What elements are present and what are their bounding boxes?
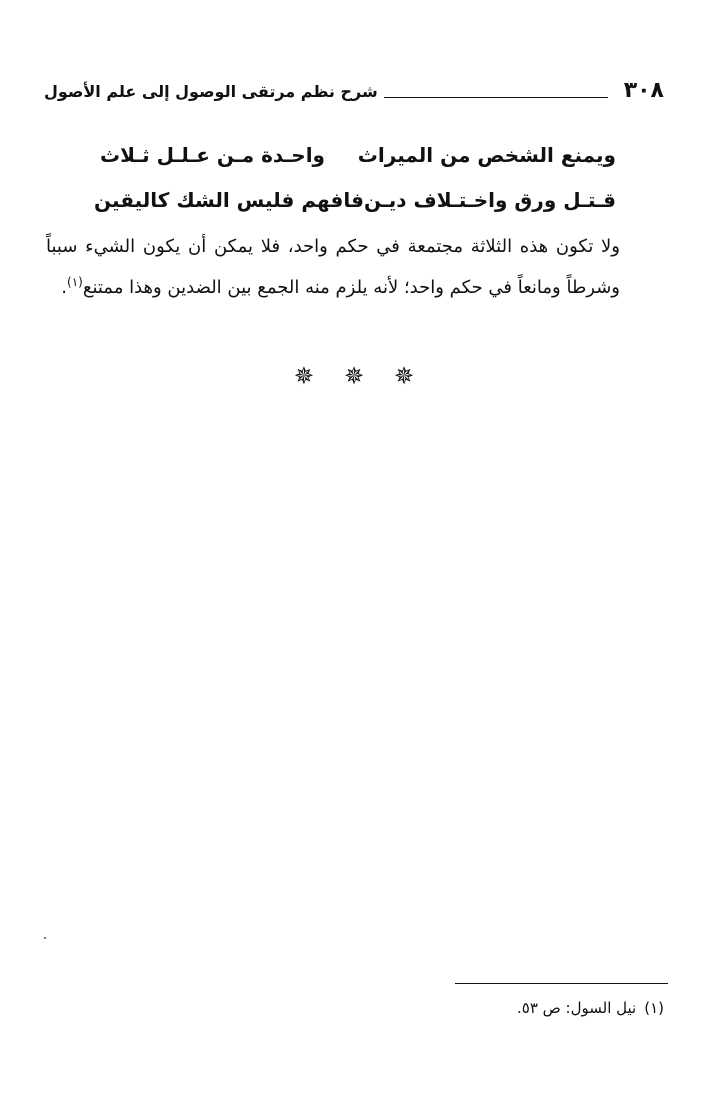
verse-second-hemistich: واحـدة مـن عـلـل ثـلاث — [100, 143, 325, 167]
running-header — [44, 70, 664, 104]
header-rule — [384, 96, 608, 98]
footnote-number: (١) — [644, 999, 664, 1017]
footnote-text: نيل السول: ص ٥٣. — [516, 999, 637, 1017]
stray-dot — [44, 937, 46, 939]
footnote — [517, 996, 664, 1020]
footnote-rule — [455, 983, 668, 984]
running-title: شرح نظم مرتقى الوصول إلى علم الأصول — [44, 82, 378, 101]
verse-first-hemistich: قـتـل ورق واخـتـلاف ديـن — [363, 188, 616, 212]
page-number: ٣٠٨ — [623, 78, 664, 103]
paragraph-end: . — [61, 277, 68, 298]
ornament-star-icon: ✵ — [394, 362, 415, 390]
commentary-paragraph — [46, 226, 620, 308]
footnote-reference: (١) — [67, 275, 83, 289]
verse-first-hemistich: ويمنع الشخص من الميراث — [357, 143, 616, 167]
verse-line — [100, 140, 616, 170]
verse-second-hemistich: فافهم فليس الشك كاليقين — [94, 188, 364, 212]
section-divider — [0, 362, 708, 390]
verse-line — [94, 185, 616, 215]
ornament-star-icon: ✵ — [293, 362, 314, 390]
paragraph-text: ولا تكون هذه الثلاثة مجتمعة في حكم واحد، فلا يمكن أن يكون الشيء سبباً وشرطاً ومانعاً في حكم واحد؛ لأنه يلزم منه الجمع بين الضدين وهذا ممتنع — [46, 236, 620, 298]
ornament-star-icon: ✵ — [343, 362, 365, 390]
